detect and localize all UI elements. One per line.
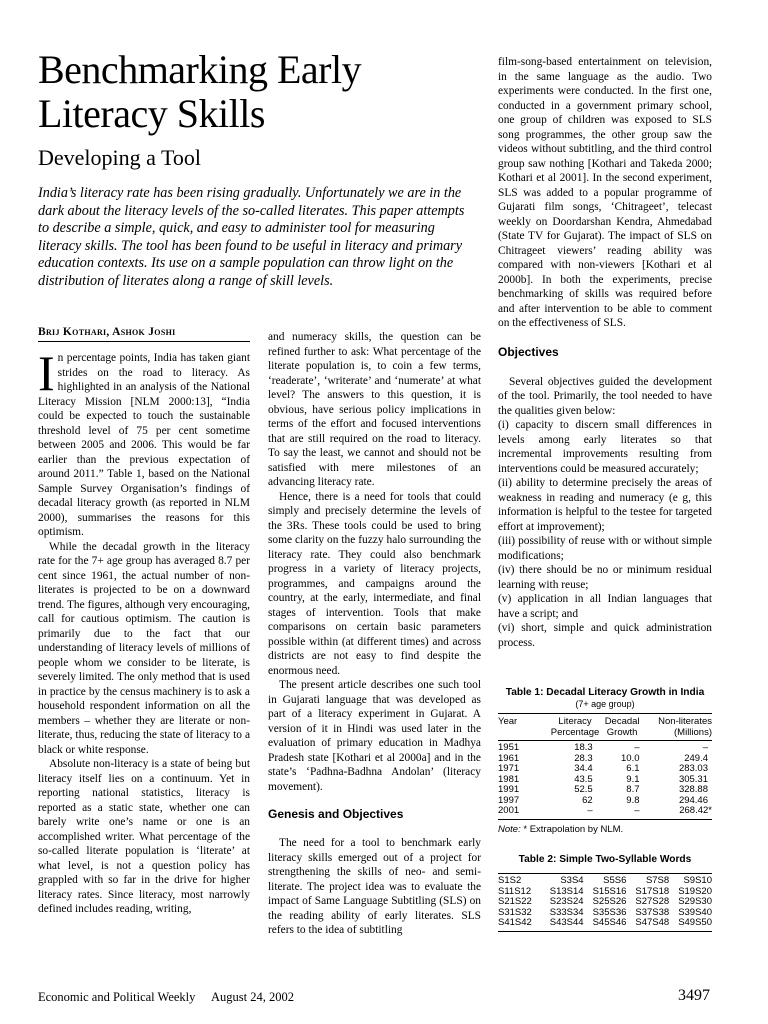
table-cell: 1981 [498,773,520,785]
table-cell: – [549,806,600,819]
table-cell: S7S8 [645,875,670,886]
authors: Brij Kothari, Ashok Joshi [38,326,250,342]
table-cell: S29S30 [678,896,712,907]
table-cell: 1961 [498,752,520,764]
table-cell: S49S50 [678,917,712,928]
table-cell: 305.31 [678,773,708,785]
paragraph: and numeracy skills, the question can be refined further to ask: What percentage of the literate population is, to coin a few terms, ‘readerate’, ‘writerate’ and ‘numerate’ at what level? The answers to this question, it is obvious, have serious policy implications in terms of the effort and focused interventions that are still required on the road to literacy. To say the least, we cannot and should not be satisfied with mere milestones of an advancing literacy rate. [268,331,481,488]
objectives-list [498,418,712,650]
table-cell: 249.4 [684,752,708,764]
page-number: 3497 [678,987,710,1004]
table-row [498,897,712,908]
table-cell: S11S12 [498,885,532,897]
table-cell: S19S20 [678,885,712,897]
table-cell: 9.8 [626,794,640,806]
table-cell: S33S34 [549,906,584,918]
paragraph: Hence, there is a need for tools that could simply and precisely determine the levels of the 3Rs. These tools could be used to bring some clarity on the fuzzy halo surrounding the literacy rate. They could also benchmark progress in a variety of literacy projects, programmes, and campaigns around the country, at the early, intermediate, and final stages of intervention. Tools that make comparisons on certain basic parameters possible within (at different times) and across districts are not easy to find despite the enormous need. [268,490,481,677]
table-title: Table 1: Decadal Literacy Growth in India [505,687,705,698]
table-title: Table 2: Simple Two-Syllable Words [518,854,692,865]
table-cell: 328.88 [678,784,708,795]
list-item: (iv) there should be no or minimum residual learning with reuse; [498,564,712,591]
table-cell: S25S26 [592,896,627,907]
column-3 [498,55,712,650]
issue-date: August 24, 2002 [211,990,295,1004]
table-cell: 43.5 [574,773,593,785]
table-cell: S3S4 [560,875,584,886]
list-item: (vi) short, simple and quick administration process. [498,622,712,649]
table-cell: S45S46 [592,917,627,928]
table-row [498,874,712,887]
list-item: (i) capacity to discern small differences in levels among early literates so that incremental improvements resulting from interventions could be measured accurately; [498,419,712,475]
table-cell: 2001 [498,806,549,819]
paragraph: film-song-based entertainment on television, in the same language as the audio. Two experiments were conducted. In the first one, conducted in a government primary school, one group of children was exposed to SLS song programmes, the other group saw the videos without subtitling, and the third control group saw nothing [Kothari and Takeda 2000; Kothari et al 2001]. In the second experiment, SLS was added to a popular programme of Gujarati film songs, ‘Chitrageet’, telecast weekly on Doordarshan Kendra, Ahmedabad (State TV for Gujarat). The impact of SLS on Chitrageet viewers’ reading ability was compared with non-viewers [Kothari et al 2000b]. In both the experiments, precise benchmarking of skills was required before and after intervention to be able to comment on the effectiveness of SLS. [498,56,712,329]
table-cell: 10.0 [621,752,640,764]
article-title: Benchmarking Early Literacy Skills [38,47,362,136]
table-cell: S35S36 [592,906,627,918]
drop-cap: I [38,345,55,401]
table-cell: 9.1 [626,773,640,785]
table-cell: S37S38 [635,906,670,918]
table-cell: S15S16 [592,885,627,897]
table-cell: 283.03 [678,763,708,774]
footer [38,990,294,1005]
table-cell: – [702,742,708,753]
words-table [498,873,712,932]
literacy-table [498,713,712,820]
table-cell: 1951 [498,742,520,753]
table-cell: 62 [582,794,593,806]
paragraph: In percentage points, India has taken giant strides on the road to literacy. As highlighted in an analysis of the National Literacy Mission [NLM 2000:13], “India could be expected to touch the sustainable threshold level of 75 per cent sometime between 2005 and 2006. This would be far earlier than the previous expectation of around 2011.” Table 1, based on the National Sample Survey Organisation’s findings of decadal literacy growth (as reported in NLM 2000), summarises the reasons for this optimism. [38,345,250,538]
table-cell: – [634,742,640,753]
table-subtitle: (7+ age group) [575,699,635,709]
column-2 [268,330,481,938]
paragraph: While the decadal growth in the literacy rate for the 7+ age group has averaged 8.7 per cent since 1961, the actual number of non-literates is projected to be on a downward trend. The figures, although very encouraging, call for cautious optimism. The caution is primarily due to the fact that our understanding of literacy levels of millions of people whom we consider to be literate, is severely limited. The only method that is used in practice by the census machinery is to ask a household respondent information on all the members – whether they are literate or non-literate, thus, reducing the state of literacy to a black or white response. [38,540,250,756]
table-cell: S43S44 [549,917,584,928]
table-cell: 1991 [498,784,520,795]
table-cell: 28.3 [574,752,593,764]
table-cell: S21S22 [498,896,532,907]
table-note: Note: * Extrapolation by NLM. [498,823,624,835]
journal-name: Economic and Political Weekly [38,990,196,1004]
column-header: Decadal Growth [601,714,644,741]
table-2 [498,853,712,932]
table-cell: S13S14 [549,885,584,897]
table-cell: S27S28 [635,896,670,907]
table-cell: S39S40 [678,906,712,918]
list-item: (v) application in all Indian languages that have a script; and [498,593,712,620]
paragraph: The need for a tool to benchmark early literacy skills emerged out of a project for strengthening the skills of neo- and semi-literate. The project idea was to evaluate the impact of Same Language Subtitling (SLS) on the reading ability of early literates. SLS refers to the idea of subtitling [268,837,481,936]
table-cell: 52.5 [574,784,593,795]
table-1 [498,686,712,835]
column-header: Non-literates (Millions) [644,714,712,741]
table-cell: 268.42* [644,806,712,819]
list-item: (iii) possibility of reuse with or without simple modifications; [498,535,712,562]
column-1 [38,345,250,917]
table-row [498,806,712,819]
table-cell: S5S6 [603,875,627,886]
table-header-row [498,714,712,741]
table-row [498,764,712,775]
table-cell: S1S2 [498,875,522,886]
table-cell: S17S18 [635,885,670,897]
table-row [498,918,712,931]
column-header: Year [498,714,549,741]
paragraph: Absolute non-literacy is a state of being but literacy itself lies on a continuum. Yet in reporting national statistics, literacy is reported as a static state, whether one can barely write one’s name or one is an accomplished writer. What percentage of the so-called literate population is ‘literate’ at what level, is not a question policy has grappled with so far in the drive for higher literacy rates. Since literacy, most narrowly defined includes reading, writing, [38,758,250,915]
table-row [498,741,712,754]
table-cell: 1971 [498,763,520,774]
table-cell: 18.3 [574,742,593,753]
section-heading: Objectives [498,344,559,359]
table-cell: 34.4 [574,763,593,774]
table-row [498,785,712,796]
abstract: India’s literacy rate has been rising gradually. Unfortunately we are in the dark about the literacy levels of the so-called literates. This paper attempts to describe a simple, quick, and easy to administer tool for measuring literacy skills. The tool has been found to be useful in literacy and primary education contexts. Its use on a sample population can throw light on the distribution of literates along a range of skill levels. [38,185,465,289]
table-cell: 6.1 [626,763,640,774]
column-header: Literacy Percentage [549,714,600,741]
table-cell: 294.46 [678,794,708,806]
section-heading: Genesis and Objectives [268,807,404,821]
table-cell: – [601,806,644,819]
table-cell: S47S48 [635,917,670,928]
paragraph: Several objectives guided the development of the tool. Primarily, the tool needed to have the qualities given below: [498,375,712,417]
table-cell: S31S32 [498,906,532,918]
table-cell: S23S24 [549,896,584,907]
table-cell: S9S10 [683,875,712,886]
list-item: (ii) ability to determine precisely the areas of weakness in reading and numeracy (e g, this information is helpful to the testee for targeted effort at improvement); [498,477,712,533]
article-subtitle: Developing a Tool [38,145,202,170]
table-cell: 8.7 [626,784,640,795]
table-cell: 1997 [498,794,520,806]
paragraph: The present article describes one such tool in Gujarati language that was developed as part of a literacy experiment in Gujarat. A version of it in Hindi was used later in the evaluation of primary education in Madhya Pradesh state [Kothari et al 2000a] and in the state’s ‘Padhna-Badhna Andolan’ (literacy movement). [268,679,481,793]
table-cell: S41S42 [498,917,532,928]
